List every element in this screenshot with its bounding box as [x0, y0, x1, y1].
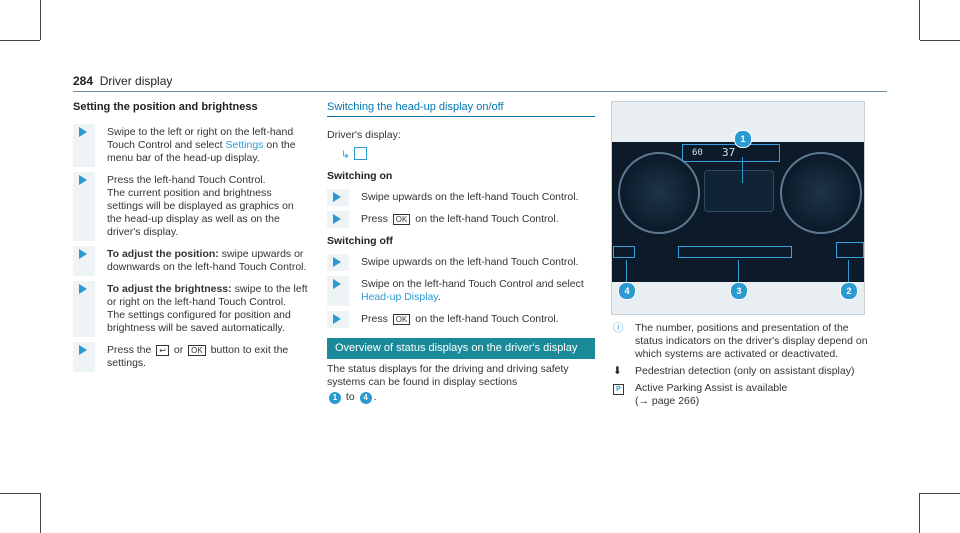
ok-key-icon: OK [188, 345, 206, 356]
step: Press OK on the left-hand Touch Control. [327, 313, 595, 326]
ok-key-icon: OK [393, 314, 411, 325]
step-arrow-icon [79, 249, 87, 259]
step: Swipe upwards on the left-hand Touch Control. [327, 191, 595, 204]
step-arrow-icon [79, 345, 87, 355]
crop-mark [920, 40, 960, 41]
header-rule [73, 91, 887, 92]
step-arrow-icon [333, 192, 341, 202]
crop-mark [0, 40, 40, 41]
callout-1: 1 [734, 130, 752, 148]
pedestrian-note: ⬇ Pedestrian detection (only on assistant display) [613, 365, 855, 377]
status-section-left [613, 246, 635, 258]
status-notes [613, 322, 868, 412]
callout-ref-icon: 1 [329, 392, 341, 404]
step: Press the left-hand Touch Control. The current position and brightness settings will be displayed as graphics on the head-up display as well as on the driver's display. [73, 174, 308, 239]
crop-mark [40, 493, 41, 533]
ok-key-icon: OK [393, 214, 411, 225]
page-header [73, 74, 172, 88]
step: To adjust the brightness: swipe to the left or right on the left-hand Touch Control. The settings configured for position and brightness will be saved automatically. [73, 283, 308, 335]
step: Swipe upwards on the left-hand Touch Control. [327, 256, 595, 269]
crop-mark [920, 493, 960, 494]
step-arrow-icon [333, 257, 341, 267]
column-head-up-display [327, 101, 595, 404]
callout-2: 2 [840, 282, 858, 300]
step-arrow-icon [333, 279, 341, 289]
speed-readout: 37 [722, 146, 736, 159]
step-arrow-icon [333, 314, 341, 324]
speed-limit-readout: 60 [692, 148, 703, 158]
step-arrow-icon [79, 175, 87, 185]
crop-mark [919, 493, 920, 533]
crop-mark [919, 0, 920, 40]
step-arrow-icon [79, 127, 87, 137]
heading-position-brightness: Setting the position and brightness [73, 101, 258, 113]
status-section-right [836, 242, 864, 258]
back-key-icon: ↩ [156, 345, 169, 356]
center-info-panel [704, 170, 774, 212]
head-up-display-link[interactable]: Head-up Display [361, 291, 438, 303]
step-arrow-icon [333, 214, 341, 224]
step-arrow-icon [79, 284, 87, 294]
callout-4: 4 [618, 282, 636, 300]
display-label: Driver's display: [327, 129, 401, 141]
heading-switching-off: Switching off [327, 235, 393, 247]
callout-3: 3 [730, 282, 748, 300]
heading-head-up-display: Switching the head-up display on/off [327, 101, 595, 117]
speedometer-gauge [618, 152, 700, 234]
column-position-brightness [73, 101, 308, 379]
crop-mark [40, 0, 41, 40]
step: Press OK on the left-hand Touch Control. [327, 213, 595, 226]
home-icon [354, 147, 367, 160]
page-reference[interactable]: (→ page 266) [635, 395, 700, 407]
step: To adjust the position: swipe upwards or downwards on the left-hand Touch Control. [73, 248, 308, 274]
status-section-center [678, 246, 792, 258]
step: Swipe to the left or right on the left-hand Touch Control and select Settings on the menu bar of the head-up display. [73, 126, 308, 165]
settings-link[interactable]: Settings [225, 139, 264, 151]
callout-ref-icon: 4 [360, 392, 372, 404]
pedestrian-detection-icon: ⬇ [613, 365, 622, 377]
crop-mark [0, 493, 40, 494]
info-note: ⓘ The number, positions and presentation of the status indicators on the driver's display depend on which systems are activated or deactivated. [613, 322, 868, 360]
section-title: Driver display [99, 74, 173, 88]
step: Swipe on the left-hand Touch Control and select Head-up Display. [327, 278, 595, 304]
menu-arrow-icon: ↳ [341, 149, 350, 161]
page-number: 284 [73, 74, 94, 88]
info-icon: ⓘ [613, 322, 624, 334]
parking-note: P Active Parking Assist is available (→ page 266) [613, 382, 868, 408]
heading-switching-on: Switching on [327, 170, 393, 182]
driver-display-figure [611, 101, 865, 315]
parking-assist-icon: P [613, 384, 624, 395]
overview-text: The status displays for the driving and driving safety systems can be found in display sections 1 to 4 . [327, 363, 569, 403]
rev-counter-gauge [780, 152, 862, 234]
step: Press the ↩ or OK button to exit the settings. [73, 344, 308, 370]
heading-status-overview: Overview of status displays on the driver's display [327, 338, 595, 359]
